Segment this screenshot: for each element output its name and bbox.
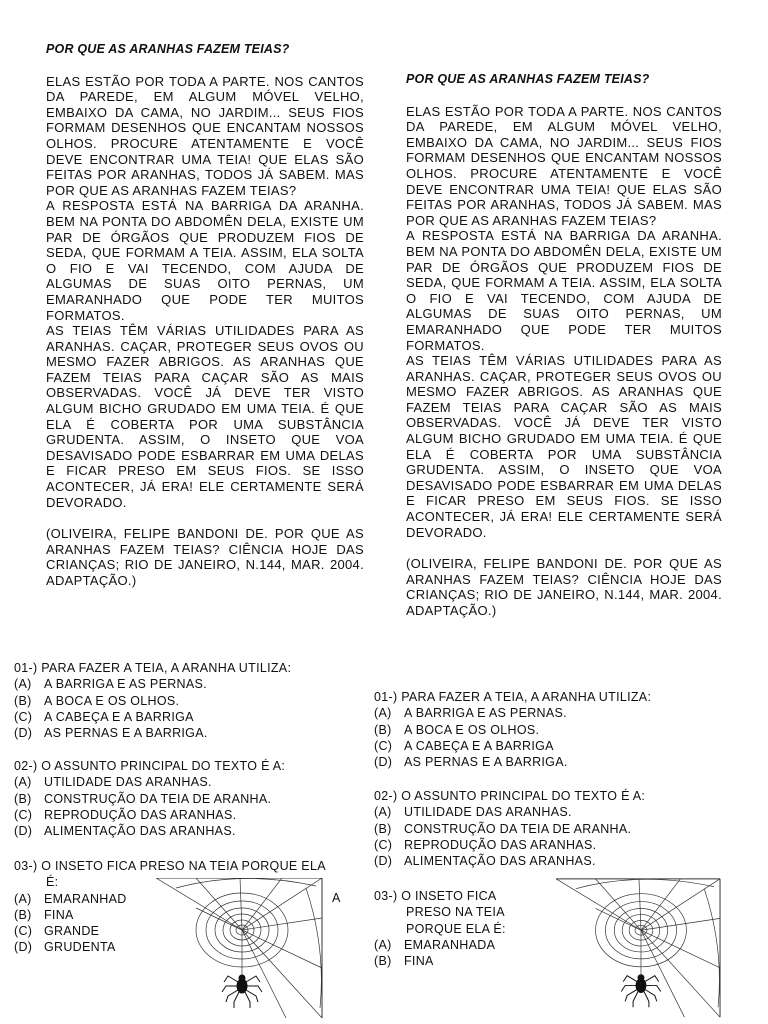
question-stem-cont: É:: [46, 875, 59, 890]
left-column: [46, 42, 364, 589]
option-c[interactable]: (C) A CABEÇA E A BARRIGA: [374, 738, 554, 753]
spider-web-icon: [156, 878, 324, 1020]
option-d[interactable]: (D) ALIMENTAÇÃO DAS ARANHAS.: [374, 854, 596, 869]
option-b[interactable]: (B) A BOCA E OS OLHOS.: [374, 722, 540, 737]
paragraph: AS TEIAS TÊM VÁRIAS UTILIDADES PARA AS ARANHAS. CAÇAR, PROTEGER SEUS OVOS OU MESMO FAZER ABRIGOS. AS ARANHAS QUE FAZEM TEIAS PARA CAÇAR SÃO AS MAIS OBSERVADAS. VOCÊ JÁ DEVE TER VISTO ALGUM BICHO GRUDADO EM UMA TEIA. É QUE ELA É COBERTA POR UMA SUBSTÂNCIA GRUDENTA. ASSIM, O INSETO QUE VOA DESAVISADO PODE ESBARRAR EM UMA DELAS E FICAR PRESO EM SEUS FIOS. SE ISSO ACONTECER, JÁ ERA! ELE CERTAMENTE SERÁ DEVORADO.: [406, 353, 722, 540]
question-3: [374, 888, 554, 969]
option-b[interactable]: (B) CONSTRUÇÃO DA TEIA DE ARANHA.: [14, 791, 272, 806]
option-a[interactable]: (A) EMARANHAD: [14, 891, 127, 906]
option-d[interactable]: (D) ALIMENTAÇÃO DAS ARANHAS.: [14, 824, 236, 839]
question-stem: 03-) O INSETO FICA: [374, 889, 497, 903]
source-citation: (OLIVEIRA, FELIPE BANDONI DE. POR QUE AS ARANHAS FAZEM TEIAS? CIÊNCIA HOJE DAS CRIANÇAS; RIO DE JANEIRO, N.144, MAR. 2004. ADAPTAÇÃO.): [406, 556, 722, 618]
source-citation: (OLIVEIRA, FELIPE BANDONI DE. POR QUE AS ARANHAS FAZEM TEIAS? CIÊNCIA HOJE DAS CRIANÇAS; RIO DE JANEIRO, N.144, MAR. 2004. ADAPTAÇÃO.): [46, 526, 364, 588]
question-2: [14, 758, 364, 839]
question-2: [374, 788, 734, 869]
paragraph: AS TEIAS TÊM VÁRIAS UTILIDADES PARA AS ARANHAS. CAÇAR, PROTEGER SEUS OVOS OU MESMO FAZER ABRIGOS. AS ARANHAS QUE FAZEM TEIAS PARA CAÇAR SÃO AS MAIS OBSERVADAS. VOCÊ JÁ DEVE TER VISTO ALGUM BICHO GRUDADO EM UMA TEIA. É QUE ELA É COBERTA POR UMA SUBSTÂNCIA GRUDENTA. ASSIM, O INSETO QUE VOA DESAVISADO PODE ESBARRAR EM UMA DELAS E FICAR PRESO EM SEUS FIOS. SE ISSO ACONTECER, JÁ ERA! ELE CERTAMENTE SERÁ DEVORADO.: [46, 323, 364, 510]
option-a[interactable]: (A) A BARRIGA E AS PERNAS.: [374, 706, 567, 721]
text-body: [406, 104, 722, 619]
option-c[interactable]: (C) A CABEÇA E A BARRIGA: [14, 709, 194, 724]
option-a[interactable]: (A) EMARANHADA: [374, 937, 496, 952]
option-c[interactable]: (C) GRANDE: [14, 924, 100, 939]
option-b[interactable]: (B) FINA: [374, 954, 434, 969]
question-stem-cont: PRESO NA TEIA: [406, 905, 505, 920]
text-body: [46, 74, 364, 589]
option-d[interactable]: (D) AS PERNAS E A BARRIGA.: [14, 726, 208, 741]
question-1: [14, 660, 364, 741]
option-b[interactable]: (B) A BOCA E OS OLHOS.: [14, 693, 180, 708]
question-stem: 02-) O ASSUNTO PRINCIPAL DO TEXTO É A:: [374, 789, 646, 803]
option-a[interactable]: (A) UTILIDADE DAS ARANHAS.: [14, 775, 212, 790]
option-b[interactable]: (B) FINA: [14, 907, 74, 922]
option-c[interactable]: (C) REPRODUÇÃO DAS ARANHAS.: [374, 837, 597, 852]
question-stem: 01-) PARA FAZER A TEIA, A ARANHA UTILIZA:: [374, 690, 652, 704]
option-b[interactable]: (B) CONSTRUÇÃO DA TEIA DE ARANHA.: [374, 821, 632, 836]
question-stem-cont: PORQUE ELA É:: [406, 921, 506, 936]
question-stem: 03-) O INSETO FICA PRESO NA TEIA PORQUE ELA: [14, 859, 326, 873]
paragraph: ELAS ESTÃO POR TODA A PARTE. NOS CANTOS DA PAREDE, EM ALGUM MÓVEL VELHO, EMBAIXO DA CAMA, NO JARDIM... SEUS FIOS FORMAM DESENHOS QUE ENCANTAM NOSSOS OLHOS. PROCURE ATENTAMENTE E VOCÊ DEVE ENCONTRAR UMA TEIA! QUE ELAS SÃO FEITAS POR ARANHAS, TODOS JÁ SABEM. MAS POR QUE AS ARANHAS FAZEM TEIAS?: [406, 103, 722, 228]
option-a[interactable]: (A) UTILIDADE DAS ARANHAS.: [374, 805, 572, 820]
option-a[interactable]: (A) A BARRIGA E AS PERNAS.: [14, 677, 207, 692]
option-d[interactable]: (D) GRUDENTA: [14, 940, 116, 955]
option-c[interactable]: (C) REPRODUÇÃO DAS ARANHAS.: [14, 807, 237, 822]
paragraph: ELAS ESTÃO POR TODA A PARTE. NOS CANTOS DA PAREDE, EM ALGUM MÓVEL VELHO, EMBAIXO DA CAMA, NO JARDIM... SEUS FIOS FORMAM DESENHOS QUE ENCANTAM NOSSOS OLHOS. PROCURE ATENTAMENTE E VOCÊ DEVE ENCONTRAR UMA TEIA! QUE ELAS SÃO FEITAS POR ARANHAS, TODOS JÁ SABEM. MAS POR QUE AS ARANHAS FAZEM TEIAS?: [46, 73, 364, 198]
text-title: POR QUE AS ARANHAS FAZEM TEIAS?: [46, 42, 290, 56]
question-stem: 02-) O ASSUNTO PRINCIPAL DO TEXTO É A:: [14, 759, 286, 773]
question-1: [374, 689, 734, 770]
paragraph: A RESPOSTA ESTÁ NA BARRIGA DA ARANHA. BEM NA PONTA DO ABDOMÊN DELA, EXISTE UM PAR DE ÓRGÃOS QUE PRODUZEM FIOS DE SEDA, QUE FORMAM A TEIA. ASSIM, ELA SOLTA O FIO E VAI TECENDO, COM AJUDA DE ALGUMAS DE SUAS OITO PERNAS, UM EMARANHADO QUE PODE TER MUITOS FORMATOS.: [406, 228, 722, 353]
text-title: POR QUE AS ARANHAS FAZEM TEIAS?: [406, 72, 650, 86]
spider-web-icon: [556, 878, 722, 1020]
right-column: [406, 72, 722, 619]
option-a-overflow: A: [332, 891, 341, 905]
option-d[interactable]: (D) AS PERNAS E A BARRIGA.: [374, 755, 568, 770]
question-stem: 01-) PARA FAZER A TEIA, A ARANHA UTILIZA:: [14, 661, 292, 675]
paragraph: A RESPOSTA ESTÁ NA BARRIGA DA ARANHA. BEM NA PONTA DO ABDOMÊN DELA, EXISTE UM PAR DE ÓRGÃOS QUE PRODUZEM FIOS DE SEDA, QUE FORMAM A TEIA. ASSIM, ELA SOLTA O FIO E VAI TECENDO, COM AJUDA DE ALGUMAS DE SUAS OITO PERNAS, UM EMARANHADO QUE PODE TER MUITOS FORMATOS.: [46, 198, 364, 323]
